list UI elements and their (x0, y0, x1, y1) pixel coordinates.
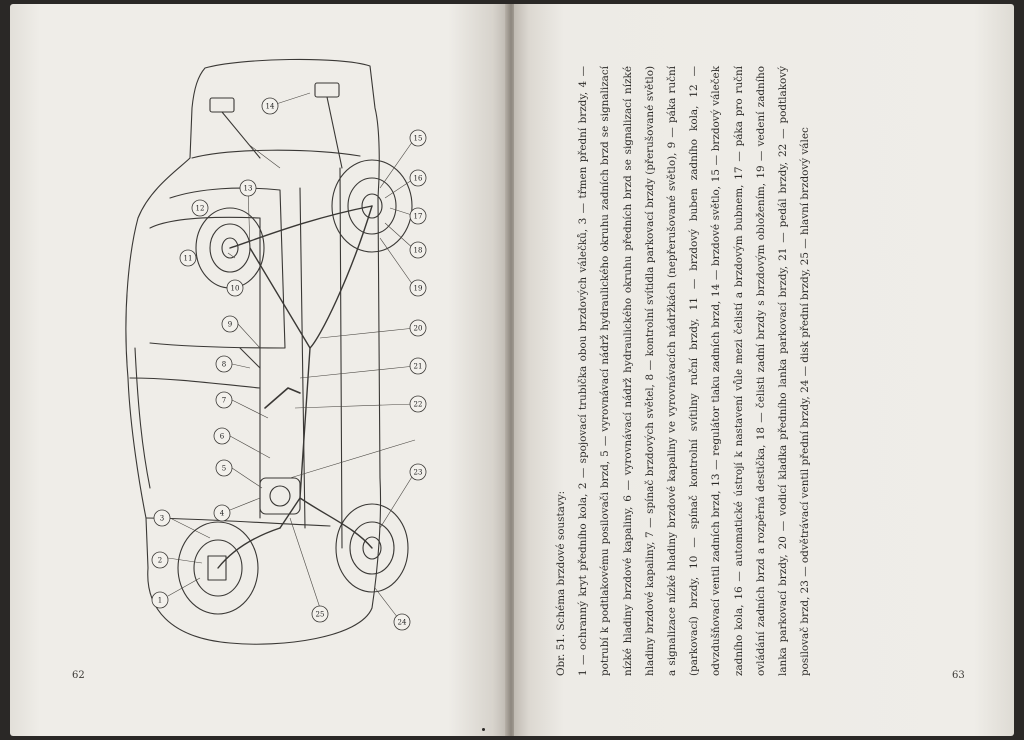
page-number-left: 62 (72, 670, 85, 681)
svg-text:6: 6 (219, 432, 225, 441)
callout-22 (410, 396, 426, 412)
svg-text:3: 3 (159, 514, 165, 523)
callout-23 (410, 464, 426, 480)
callout-11 (180, 250, 196, 266)
callout-16 (410, 170, 426, 186)
svg-text:4: 4 (219, 509, 225, 518)
page-number-right: 63 (952, 670, 965, 681)
callout-13 (240, 180, 256, 196)
svg-text:22: 22 (413, 400, 423, 409)
callout-3 (154, 510, 170, 526)
caption-body: 1 — ochranný kryt předního kola, 2 — spojovací trubička obou brzdových válečků, 3 — třmen přední brzdy, 4 — potrubí k podtlakovému posilovači brzd, 5 — vyrovnávací nádrž hydraulického okruhu zadních brzd se signalizací nízké hladiny brzdové kapaliny, 6 — vyrovnávací nádrž hydraulického okruhu předních brzd se signalizací nízké hladiny brzdové kapaliny, 7 — spínač brzdových světel, 8 — kontrolní svítidla parkovací brzdy (přerušované světlo) a signalizace nízké hladiny brzdové kapaliny ve vyrovnávacích nádržkách (nepřerušované světlo), 9 — páka ruční (parkovací) brzdy, 10 — spínač kontrolní svítilny ruční brzdy, 11 — brzdový buben zadního kola, 12 — odvzdušňovací ventil zadních brzd, 13 — regulátor tlaku zadních brzd, 14 — brzdové světlo, 15 — brzdový váleček zadního kola, 16 — automatické ústrojí k nastavení vůle mezi čelistí a brzdovým bubnem, 17 — páka pro ruční ovládání zadních brzd a rozpěrná destička, 18 — čelisti zadní brzdy s brzdovým obložením, 19 — vedení zadního lanka parkovací brzdy, 20 — vodicí kladka předního lanka parkovací brzdy, 21 — pedál brzdy, 22 — podtlakový posilovač brzd, 23 — odvětrávací ventil přední brzdy, 24 — disk přední brzdy, 25 — hlavní brzdový válec (577, 66, 812, 676)
callout-20 (410, 320, 426, 336)
callout-9 (222, 316, 238, 332)
figure-callouts (152, 98, 426, 630)
car-outline-drawing (110, 48, 510, 668)
svg-text:23: 23 (413, 468, 423, 477)
callout-10 (227, 280, 243, 296)
svg-text:17: 17 (413, 212, 423, 221)
figure-caption (550, 66, 816, 676)
callout-5 (216, 460, 232, 476)
svg-text:20: 20 (413, 324, 423, 333)
svg-text:25: 25 (315, 610, 325, 619)
svg-text:16: 16 (413, 174, 423, 183)
binding-mark (482, 728, 485, 731)
callout-14 (262, 98, 278, 114)
callout-19 (410, 280, 426, 296)
brake-system-diagram (110, 48, 510, 668)
svg-text:14: 14 (265, 102, 275, 111)
callout-7 (216, 392, 232, 408)
svg-text:9: 9 (227, 320, 233, 329)
svg-text:7: 7 (221, 396, 227, 405)
callout-2 (152, 552, 168, 568)
callout-24 (394, 614, 410, 630)
callout-6 (214, 428, 230, 444)
svg-text:15: 15 (413, 134, 423, 143)
svg-text:5: 5 (221, 464, 227, 473)
callout-17 (410, 208, 426, 224)
svg-text:13: 13 (243, 184, 253, 193)
svg-text:24: 24 (397, 618, 407, 627)
callout-21 (410, 358, 426, 374)
callout-12 (192, 200, 208, 216)
callout-1 (152, 592, 168, 608)
callout-15 (410, 130, 426, 146)
callout-4 (214, 505, 230, 521)
svg-text:12: 12 (195, 204, 205, 213)
caption-title: Obr. 51. Schéma brzdové soustavy: (555, 490, 567, 676)
callout-18 (410, 242, 426, 258)
svg-text:21: 21 (413, 362, 423, 371)
callout-8 (216, 356, 232, 372)
svg-text:18: 18 (413, 246, 423, 255)
callout-25 (312, 606, 328, 622)
svg-text:11: 11 (183, 254, 193, 263)
svg-text:1: 1 (157, 596, 163, 605)
svg-text:19: 19 (413, 284, 423, 293)
svg-text:8: 8 (221, 360, 227, 369)
svg-text:2: 2 (157, 556, 163, 565)
svg-text:10: 10 (230, 284, 240, 293)
